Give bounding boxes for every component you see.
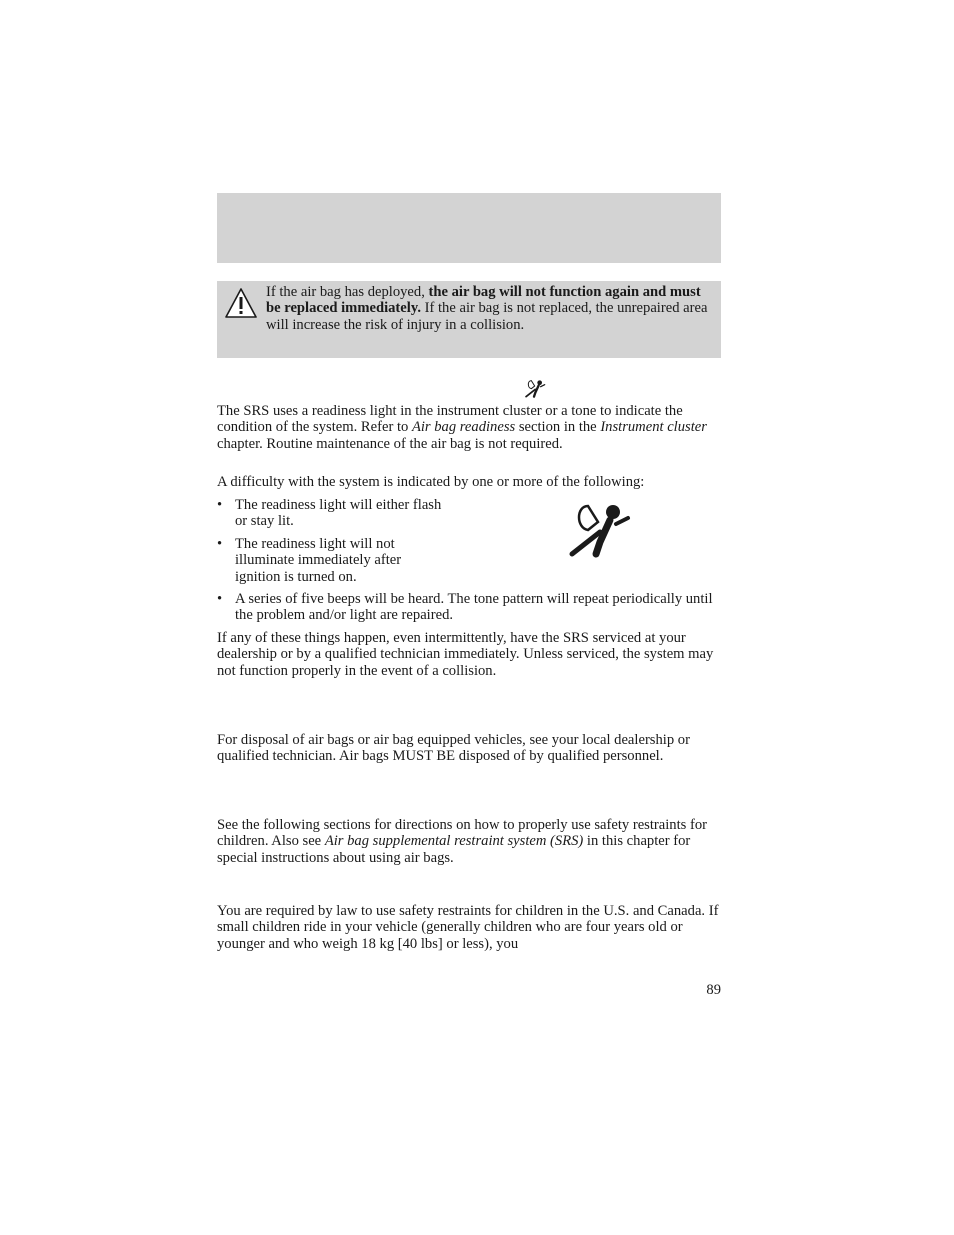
warning-box [217,281,721,358]
page-number: 89 [706,982,721,998]
bullet-dot: • [217,497,223,513]
bullet-text-1: The readiness light will either flash or stay lit. [235,497,442,530]
readiness-text-a: The SRS uses a readiness light in the instrument cluster or a tone to indicate the condition of the system. Refer to [217,403,683,436]
bullet-dot: • [217,591,223,607]
disposal-paragraph: For disposal of air bags or air bag equipped vehicles, see your local dealership or qualified technician. Air bags MUST BE disposed of by qualified personnel. [217,732,690,765]
difficulty-paragraph: A difficulty with the system is indicated by one or more of the following: [217,474,645,490]
law-paragraph: You are required by law to use safety restraints for children in the U.S. and Canada. If small children ride in your vehicle (generally children who are four years old or younger and who weigh 18 kg [40 lbs] or less), you [217,903,719,952]
instrument-cluster-italic: Instrument cluster [600,419,707,436]
airbag-readiness-icon [524,379,546,399]
bullet-dot: • [217,536,223,552]
warning-triangle-icon [224,286,258,320]
bullet-text-3: A series of five beeps will be heard. The tone pattern will repeat periodically until the problem and/or light are repaired. [235,591,713,624]
warning-text-bold: the air bag will not function again and must be replaced immediately. [266,284,701,317]
srs-italic: Air bag supplemental restraint system (SRS) [324,833,584,850]
child-text-a: See the following sections for directions on how to properly use safety restraints for children. Also see [217,817,707,850]
header-band [217,193,721,263]
child-text-b: in this chapter for special instructions about using air bags. [217,833,691,866]
bullet-text-2: The readiness light will not illuminate immediately after ignition is turned on. [235,536,402,585]
warning-text-1: If the air bag has deployed, [266,284,429,300]
airbag-warning-light-icon [566,502,632,560]
warning-text-2: If the air bag is not replaced, the unrepaired area will increase the risk of injury in a collision. [266,300,708,333]
readiness-text-c: chapter. Routine maintenance of the air bag is not required. [217,435,563,452]
readiness-text-b: section in the [515,419,601,436]
readiness-link-italic: Air bag readiness [411,419,516,436]
service-paragraph: If any of these things happen, even intermittently, have the SRS serviced at your dealership or by a qualified technician immediately. Unless serviced, the system may not function properly in the event of a collision. [217,630,714,679]
child-restraint-paragraph [217,817,721,866]
readiness-paragraph [217,403,721,452]
